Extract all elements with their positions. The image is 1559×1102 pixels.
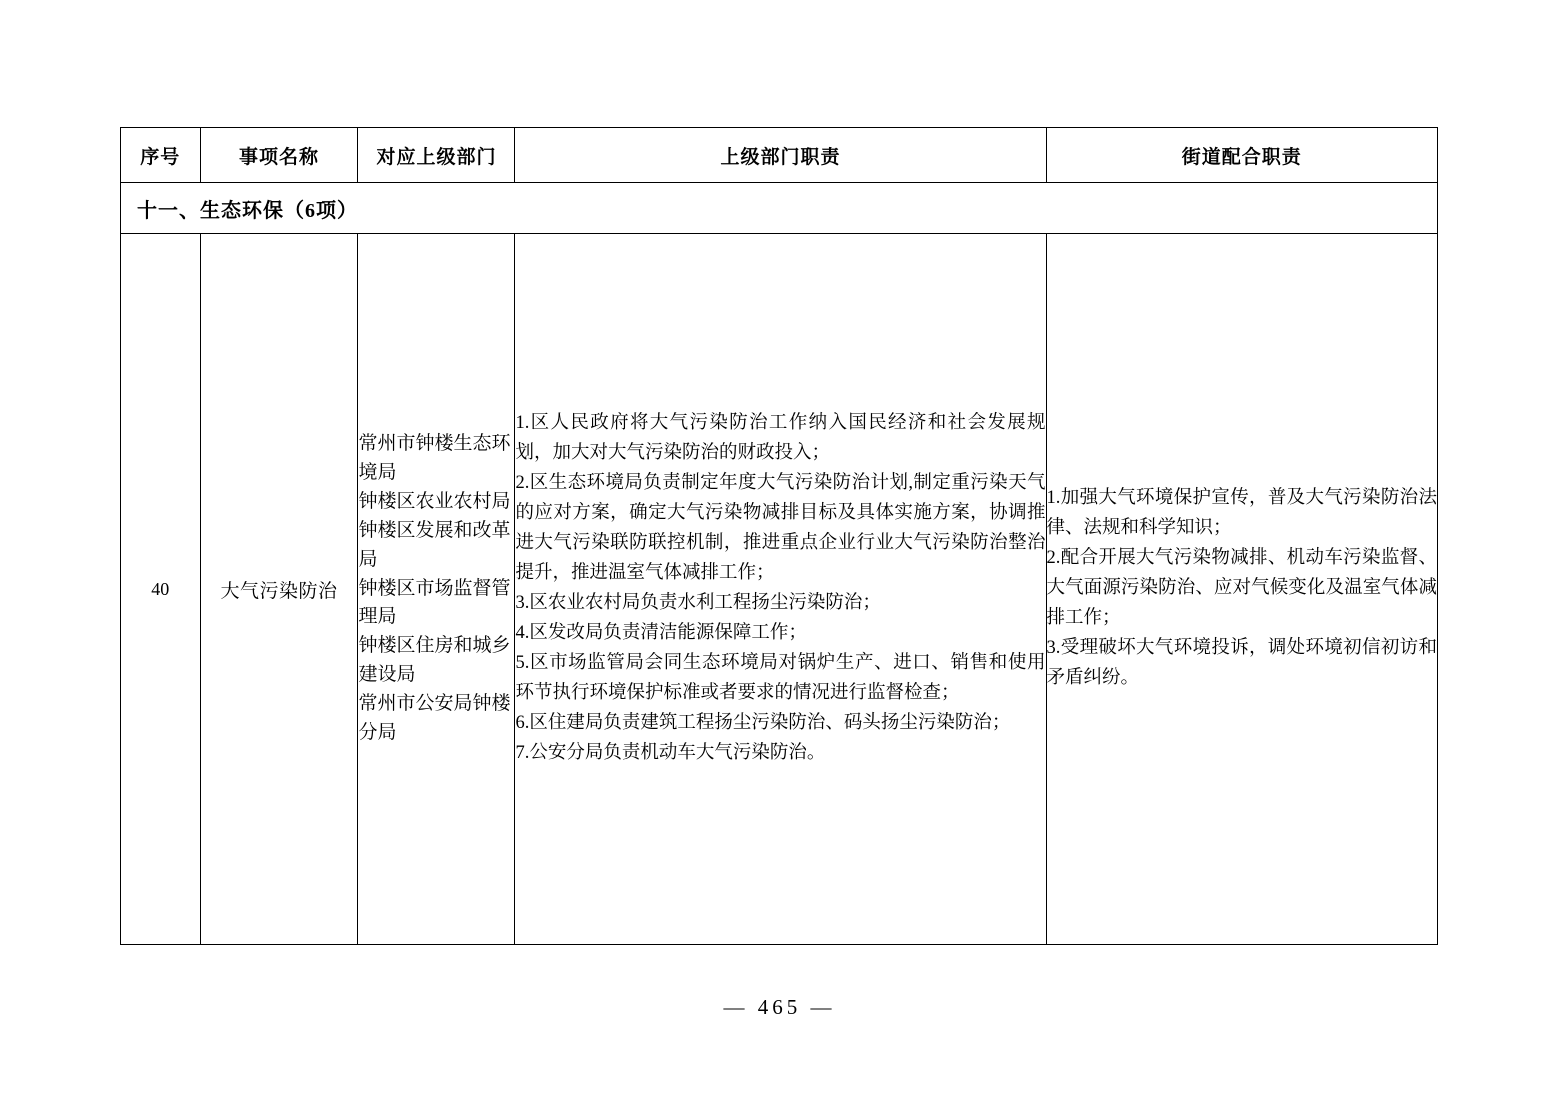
page-number: — 465 — [723, 995, 836, 1019]
header-upper-duty: 上级部门职责 [515, 128, 1046, 183]
table-row [121, 234, 1438, 945]
table-header-row [121, 128, 1438, 183]
responsibility-table [120, 127, 1438, 945]
cell-upper-duty: 1.区人民政府将大气污染防治工作纳入国民经济和社会发展规划，加大对大气污染防治的财政投入； 2.区生态环境局负责制定年度大气污染防治计划,制定重污染天气的应对方案，确定大气污染物减排目标及具体实施方案，协调推进大气污染联防联控机制，推进重点企业行业大气污染防治整治提升，推进温室气体减排工作； 3.区农业农村局负责水利工程扬尘污染防治； 4.区发改局负责清洁能源保障工作； 5.区市场监管局会同生态环境局对锅炉生产、进口、销售和使用环节执行环境保护标准或者要求的情况进行监督检查； 6.区住建局负责建筑工程扬尘污染防治、码头扬尘污染防治； 7.公安分局负责机动车大气污染防治。 [515, 234, 1046, 945]
table-header [121, 128, 1438, 183]
header-upper-dept: 对应上级部门 [358, 128, 515, 183]
header-seq: 序号 [121, 128, 201, 183]
section-header-row [121, 183, 1438, 234]
section-title: 十一、生态环保（6项） [121, 183, 1438, 234]
cell-upper-dept: 常州市钟楼生态环境局 钟楼区农业农村局 钟楼区发展和改革局 钟楼区市场监督管理局 钟楼区住房和城乡建设局 常州市公安局钟楼分局 [358, 234, 515, 945]
header-item-name: 事项名称 [200, 128, 358, 183]
cell-street-duty: 1.加强大气环境保护宣传，普及大气污染防治法律、法规和科学知识； 2.配合开展大气污染物减排、机动车污染监督、大气面源污染防治、应对气候变化及温室气体减排工作； 3.受理破坏大气环境投诉，调处环境初信初访和矛盾纠纷。 [1046, 234, 1437, 945]
cell-item-name: 大气污染防治 [200, 234, 358, 945]
header-street-duty: 街道配合职责 [1046, 128, 1437, 183]
cell-seq: 40 [121, 234, 201, 945]
table-body [121, 183, 1438, 945]
